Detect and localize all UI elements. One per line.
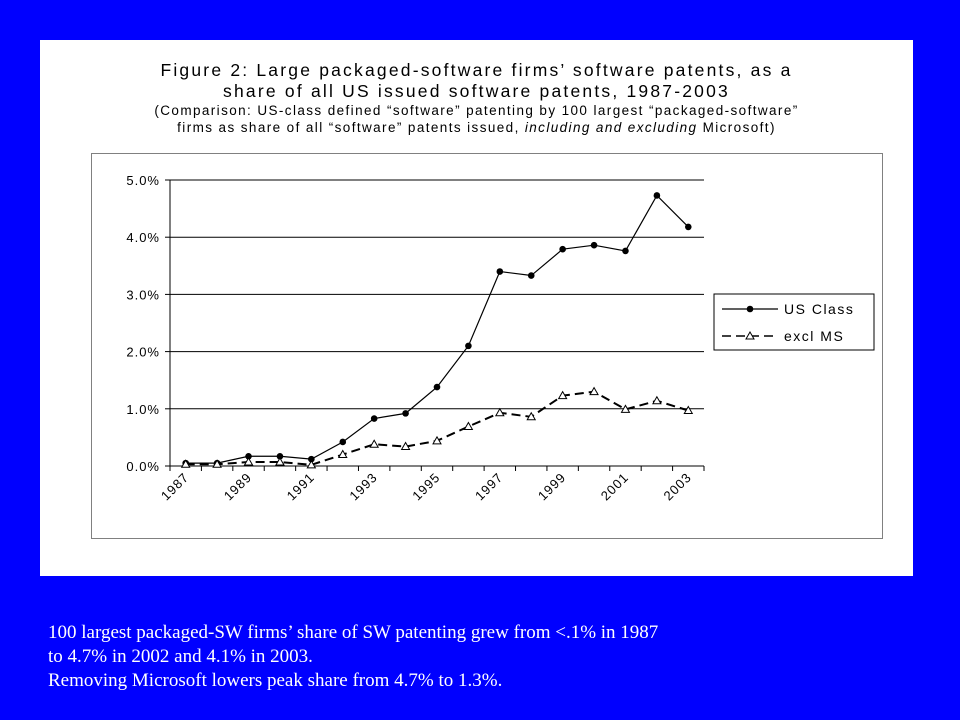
subtitle-line-1: (Comparison: US-class defined “software” patenting by 100 largest “packaged-software”: [154, 103, 799, 118]
caption: [48, 621, 658, 693]
caption-line-3: Removing Microsoft lowers peak share from 4.7% to 1.3%.: [48, 670, 503, 691]
subtitle-line-2-italic: including and excluding: [524, 120, 698, 135]
chart-area: [91, 153, 883, 539]
data-point-us-class: [434, 384, 441, 391]
series-line-1: [186, 195, 689, 463]
x-tick-label: 1991: [283, 469, 318, 504]
legend-label-2: excl MS: [784, 328, 845, 344]
x-tick-label: 1989: [220, 469, 255, 504]
x-tick-label: 1993: [346, 469, 381, 504]
caption-line-1: 100 largest packaged-SW firms’ share of SW patenting grew from <.1% in 1987: [48, 622, 659, 643]
subtitle-line-2-b: Microsoft): [697, 120, 776, 135]
caption-line-2: to 4.7% in 2002 and 4.1% in 2003.: [48, 646, 313, 667]
line-chart: [92, 154, 882, 538]
data-point-excl-ms: [653, 397, 661, 404]
y-tick-label: 1.0%: [126, 401, 160, 417]
y-tick-label: 3.0%: [126, 287, 160, 303]
subtitle-line-2-a: firms as share of all “software” patents issued,: [177, 120, 525, 135]
data-point-us-class: [654, 192, 661, 199]
x-tick-label: 1999: [534, 469, 569, 504]
data-point-us-class: [465, 343, 472, 350]
x-tick-label: 2003: [660, 469, 695, 504]
y-tick-label: 4.0%: [126, 230, 160, 246]
x-tick-label: 1997: [472, 469, 506, 504]
series-line-2: [186, 392, 689, 465]
data-point-us-class: [402, 410, 409, 417]
legend-label-1: US Class: [784, 301, 855, 317]
data-point-us-class: [528, 272, 535, 279]
x-tick-label: 1995: [409, 469, 444, 504]
data-point-us-class: [559, 246, 566, 253]
x-tick-label: 2001: [597, 469, 632, 504]
legend-marker-circle: [747, 306, 754, 313]
figure-panel: [40, 40, 913, 576]
data-point-excl-ms: [370, 440, 378, 447]
y-tick-label: 2.0%: [126, 344, 160, 360]
data-point-us-class: [685, 224, 692, 231]
data-point-us-class: [591, 242, 598, 249]
subtitle-line-2: [40, 119, 913, 136]
y-tick-label: 0.0%: [126, 459, 160, 474]
data-point-us-class: [339, 439, 346, 446]
x-tick-label: 1987: [157, 469, 192, 504]
data-point-us-class: [497, 268, 504, 275]
data-point-us-class: [622, 248, 629, 255]
title-line-2: share of all US issued software patents, 1987-2003: [223, 81, 730, 101]
data-point-excl-ms: [464, 423, 472, 430]
figure-title: [40, 60, 913, 136]
y-tick-label: 5.0%: [126, 173, 160, 188]
title-line-1: Figure 2: Large packaged-software firms’ software patents, as a: [160, 60, 793, 80]
data-point-us-class: [371, 415, 378, 422]
